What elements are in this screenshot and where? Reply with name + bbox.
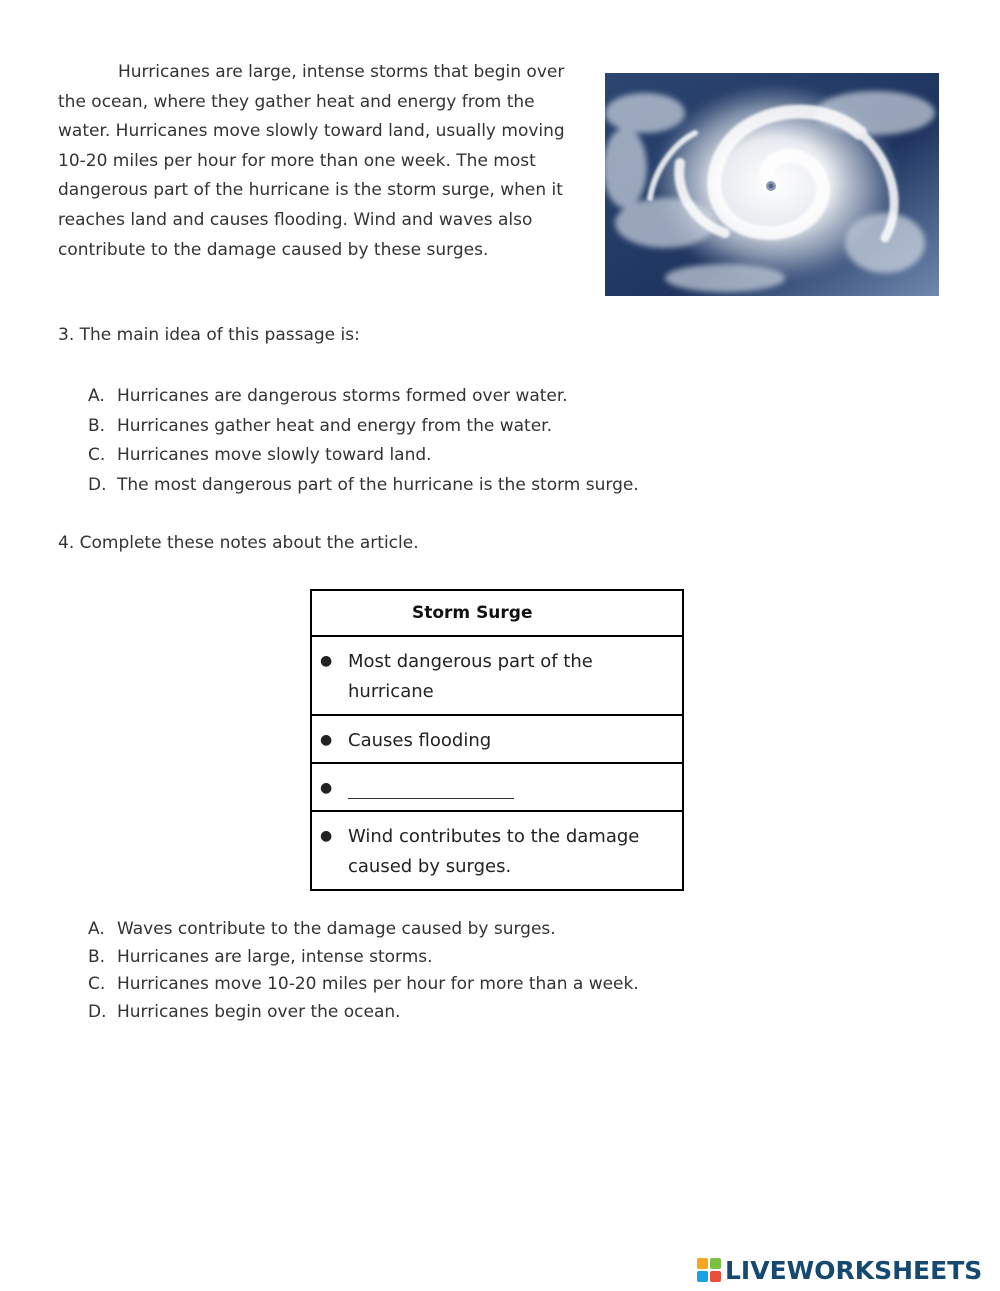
passage-line: dangerous part of the hurricane is the storm surge, when it xyxy=(58,180,563,201)
option-letter: A. xyxy=(88,919,105,939)
note-text: Most dangerous part of the xyxy=(348,651,593,672)
logo-block xyxy=(697,1271,708,1282)
option-letter: B. xyxy=(88,946,106,967)
option-text: Hurricanes move slowly toward land. xyxy=(117,445,432,465)
passage-line: contribute to the damage caused by these surges. xyxy=(58,239,489,260)
option-text: Hurricanes begin over the ocean. xyxy=(117,1002,401,1023)
option-letter: D. xyxy=(88,1002,107,1023)
answer-option[interactable] xyxy=(88,414,639,444)
liveworksheets-logo[interactable] xyxy=(697,1255,982,1285)
option-text: Hurricanes are dangerous storms formed over water. xyxy=(117,386,568,406)
option-text: The most dangerous part of the hurricane is the storm surge. xyxy=(117,474,639,495)
answer-option[interactable] xyxy=(88,443,639,473)
option-text: Hurricanes are large, intense storms. xyxy=(117,946,433,967)
answer-option[interactable] xyxy=(88,945,639,973)
note-text: hurricane xyxy=(348,680,434,702)
hurricane-photo xyxy=(605,73,939,296)
answer-option[interactable] xyxy=(88,1000,639,1028)
option-letter: A. xyxy=(88,386,105,406)
answer-option[interactable] xyxy=(88,972,639,1000)
bullet-icon: ● xyxy=(320,828,333,844)
question-3-options xyxy=(88,384,639,502)
option-text: Hurricanes gather heat and energy from the water. xyxy=(117,415,553,436)
answer-option[interactable] xyxy=(88,384,639,414)
passage-line: the ocean, where they gather heat and energy from the xyxy=(58,91,535,112)
logo-text: LIVEWORKSHEETS xyxy=(725,1255,983,1285)
notes-row xyxy=(311,811,683,890)
logo-block xyxy=(697,1258,708,1269)
logo-block xyxy=(710,1271,721,1282)
answer-blank[interactable] xyxy=(348,780,514,799)
question-4-prompt: 4. Complete these notes about the article. xyxy=(58,533,419,553)
logo-icon xyxy=(697,1258,721,1282)
notes-row xyxy=(311,715,683,763)
note-text: Wind contributes to the damage xyxy=(348,826,640,847)
notes-row-blank xyxy=(311,763,683,811)
notes-row xyxy=(311,636,683,715)
bullet-icon: ● xyxy=(320,780,333,796)
passage-line: reaches land and causes flooding. Wind and waves also xyxy=(58,209,533,230)
option-text: Hurricanes move 10-20 miles per hour for more than a week. xyxy=(117,974,639,995)
bullet-icon: ● xyxy=(320,653,333,669)
option-letter: C. xyxy=(88,974,106,995)
notes-table xyxy=(310,589,684,891)
passage-line: Hurricanes are large, intense storms that begin over xyxy=(118,62,565,82)
passage-line: water. Hurricanes move slowly toward land, usually moving xyxy=(58,121,565,142)
answer-option[interactable] xyxy=(88,473,639,503)
notes-table-header: Storm Surge xyxy=(311,590,683,636)
note-text: Causes flooding xyxy=(348,730,492,751)
bullet-icon: ● xyxy=(320,732,333,748)
option-text: Waves contribute to the damage caused by surges. xyxy=(117,919,556,939)
note-text: caused by surges. xyxy=(348,855,512,877)
question-3-prompt: 3. The main idea of this passage is: xyxy=(58,325,360,345)
question-4-options xyxy=(88,917,639,1028)
option-letter: C. xyxy=(88,445,106,465)
reading-passage xyxy=(58,58,588,265)
answer-option[interactable] xyxy=(88,917,639,945)
option-letter: D. xyxy=(88,474,107,495)
option-letter: B. xyxy=(88,415,106,436)
logo-block xyxy=(710,1258,721,1269)
passage-line: 10-20 miles per hour for more than one week. The most xyxy=(58,150,536,171)
